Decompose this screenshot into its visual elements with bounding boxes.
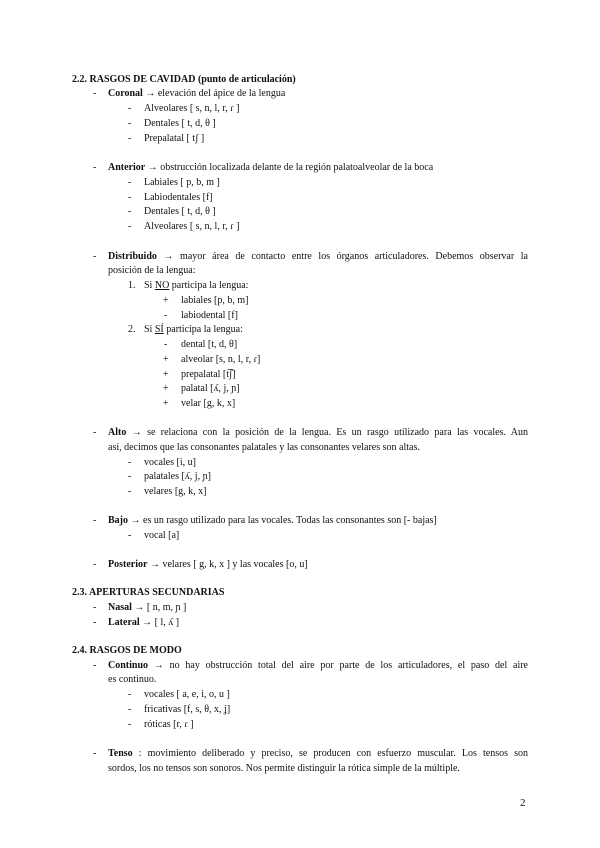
bullet-dash: - [128, 689, 132, 700]
bullet-dash: - [93, 748, 97, 759]
section-heading-2-4: 2.4. RASGOS DE MODO [72, 645, 182, 656]
list-item: labiales [p, b, m] [181, 295, 249, 306]
list-item: vocales [ a, e, i, o, u ] [144, 689, 230, 700]
feature-term: Tenso [108, 748, 133, 759]
list-item: dental [t, d, θ] [181, 339, 238, 350]
bullet-dash: - [128, 192, 132, 203]
list-item: Labiales [ p, b, m ] [144, 177, 220, 188]
feature-desc: → se relaciona con la posición de la lengua. Es un rasgo utilizado para las vocales. Aun [126, 427, 528, 438]
feature-anterior [108, 161, 433, 174]
feature-term: Nasal [108, 602, 132, 613]
list-item: vocal [a] [144, 530, 180, 541]
bullet-mark: - [164, 310, 168, 321]
bullet-dash: - [93, 660, 97, 671]
list-item: róticas [r, ɾ ] [144, 719, 194, 730]
bullet-mark: + [163, 369, 169, 380]
bullet-dash: - [128, 486, 132, 497]
feature-posterior [108, 558, 308, 571]
feature-desc: → elevación del ápice de la lengua [142, 88, 286, 99]
feature-desc: : movimiento deliberado y preciso, se producen con esfuerzo muscular. Los tensos son [132, 748, 528, 759]
list-item: labiodental [f] [181, 310, 238, 321]
list-item: Dentales [ t, d, θ ] [144, 118, 216, 129]
feature-desc-cont: sordos, los no tensos son sonoros. Nos permite distinguir la rótica simple de la múltiple. [108, 763, 460, 774]
feature-term: Anterior [108, 162, 146, 173]
bullet-dash: - [128, 221, 132, 232]
numbered-item-suffix: participa la lengua: [169, 280, 249, 291]
bullet-mark: + [163, 354, 169, 365]
list-item: palatales [ʎ, j, ɲ] [144, 471, 211, 482]
bullet-mark: + [163, 383, 169, 394]
bullet-dash: - [128, 704, 132, 715]
bullet-dash: - [128, 457, 132, 468]
bullet-mark: - [164, 339, 168, 350]
feature-desc: → mayor área de contacto entre los órganos articuladores. Debemos observar la [156, 251, 528, 262]
list-item: velar [g, k, x] [181, 398, 236, 409]
bullet-dash: - [128, 719, 132, 730]
numbered-item-suffix: participa la lengua: [163, 324, 243, 335]
feature-coronal [108, 87, 285, 100]
list-item: velares [g, k, x] [144, 486, 207, 497]
bullet-mark: + [163, 398, 169, 409]
section-heading-2-2: 2.2. RASGOS DE CAVIDAD (punto de articulación) [72, 74, 296, 85]
feature-distribuido [108, 250, 528, 263]
bullet-dash: - [128, 103, 132, 114]
feature-term: Posterior [108, 559, 148, 570]
list-number: 1. [128, 280, 136, 291]
feature-desc: → no hay obstrucción total del aire por parte de los articuladores, el paso del aire [148, 660, 528, 671]
feature-term: Bajo [108, 515, 128, 526]
bullet-dash: - [93, 427, 97, 438]
list-item: alveolar [s, n, l, r, ɾ] [181, 354, 261, 365]
bullet-dash: - [128, 471, 132, 482]
bullet-dash: - [128, 530, 132, 541]
list-item: Alveolares [ s, n, l, r, ɾ ] [144, 103, 240, 114]
bullet-dash: - [128, 118, 132, 129]
feature-desc-cont: es continuo. [108, 674, 157, 685]
feature-continuo [108, 659, 528, 672]
list-item: Dentales [ t, d, θ ] [144, 206, 216, 217]
feature-bajo [108, 514, 437, 527]
feature-desc: → velares [ g, k, x ] y las vocales [o, u] [147, 559, 308, 570]
feature-desc: → es un rasgo utilizado para las vocales. Todas las consonantes son [- bajas] [128, 515, 437, 526]
feature-tenso [108, 747, 528, 760]
list-number: 2. [128, 324, 136, 335]
bullet-dash: - [93, 617, 97, 628]
section-heading-2-3: 2.3. APERTURAS SECUNDARIAS [72, 587, 225, 598]
bullet-dash: - [93, 162, 97, 173]
numbered-item [144, 279, 248, 292]
feature-desc-cont: posición de la lengua: [108, 265, 196, 276]
bullet-mark: + [163, 295, 169, 306]
list-item: palatal [ʎ, j, ɲ] [181, 383, 240, 394]
underlined-keyword: SÍ [154, 324, 164, 335]
feature-desc: → [ l, ʎ ] [139, 617, 180, 628]
feature-alto [108, 426, 528, 439]
bullet-dash: - [128, 133, 132, 144]
numbered-item-prefix: Si [144, 324, 155, 335]
feature-desc-cont: así, decimos que las consonantes palatales y las consonantes velares son altas. [108, 442, 420, 453]
numbered-item-prefix: Si [144, 280, 155, 291]
feature-term: Lateral [108, 617, 140, 628]
bullet-dash: - [93, 251, 97, 262]
feature-lateral [108, 616, 179, 629]
list-item: vocales [i, u] [144, 457, 196, 468]
feature-term: Continuo [108, 660, 149, 671]
feature-nasal [108, 601, 186, 614]
list-item: fricativas [f, s, θ, x, ʝ] [144, 704, 231, 715]
bullet-dash: - [128, 177, 132, 188]
list-item: prepalatal [t͡ʃ] [181, 369, 236, 380]
feature-term: Distribuido [108, 251, 157, 262]
list-item: Alveolares [ s, n, l, r, ɾ ] [144, 221, 240, 232]
bullet-dash: - [93, 559, 97, 570]
feature-desc: → [ n, m, ɲ ] [131, 602, 187, 613]
feature-term: Alto [108, 427, 127, 438]
feature-desc: → obstrucción localizada delante de la región palatoalveolar de la boca [145, 162, 434, 173]
underlined-keyword: NO [154, 280, 170, 291]
bullet-dash: - [128, 206, 132, 217]
numbered-item [144, 323, 243, 336]
page-number: 2 [520, 797, 526, 809]
bullet-dash: - [93, 602, 97, 613]
list-item: Labiodentales [f] [144, 192, 213, 203]
feature-term: Coronal [108, 88, 143, 99]
list-item: Prepalatal [ tʃ ] [144, 133, 205, 144]
bullet-dash: - [93, 88, 97, 99]
bullet-dash: - [93, 515, 97, 526]
